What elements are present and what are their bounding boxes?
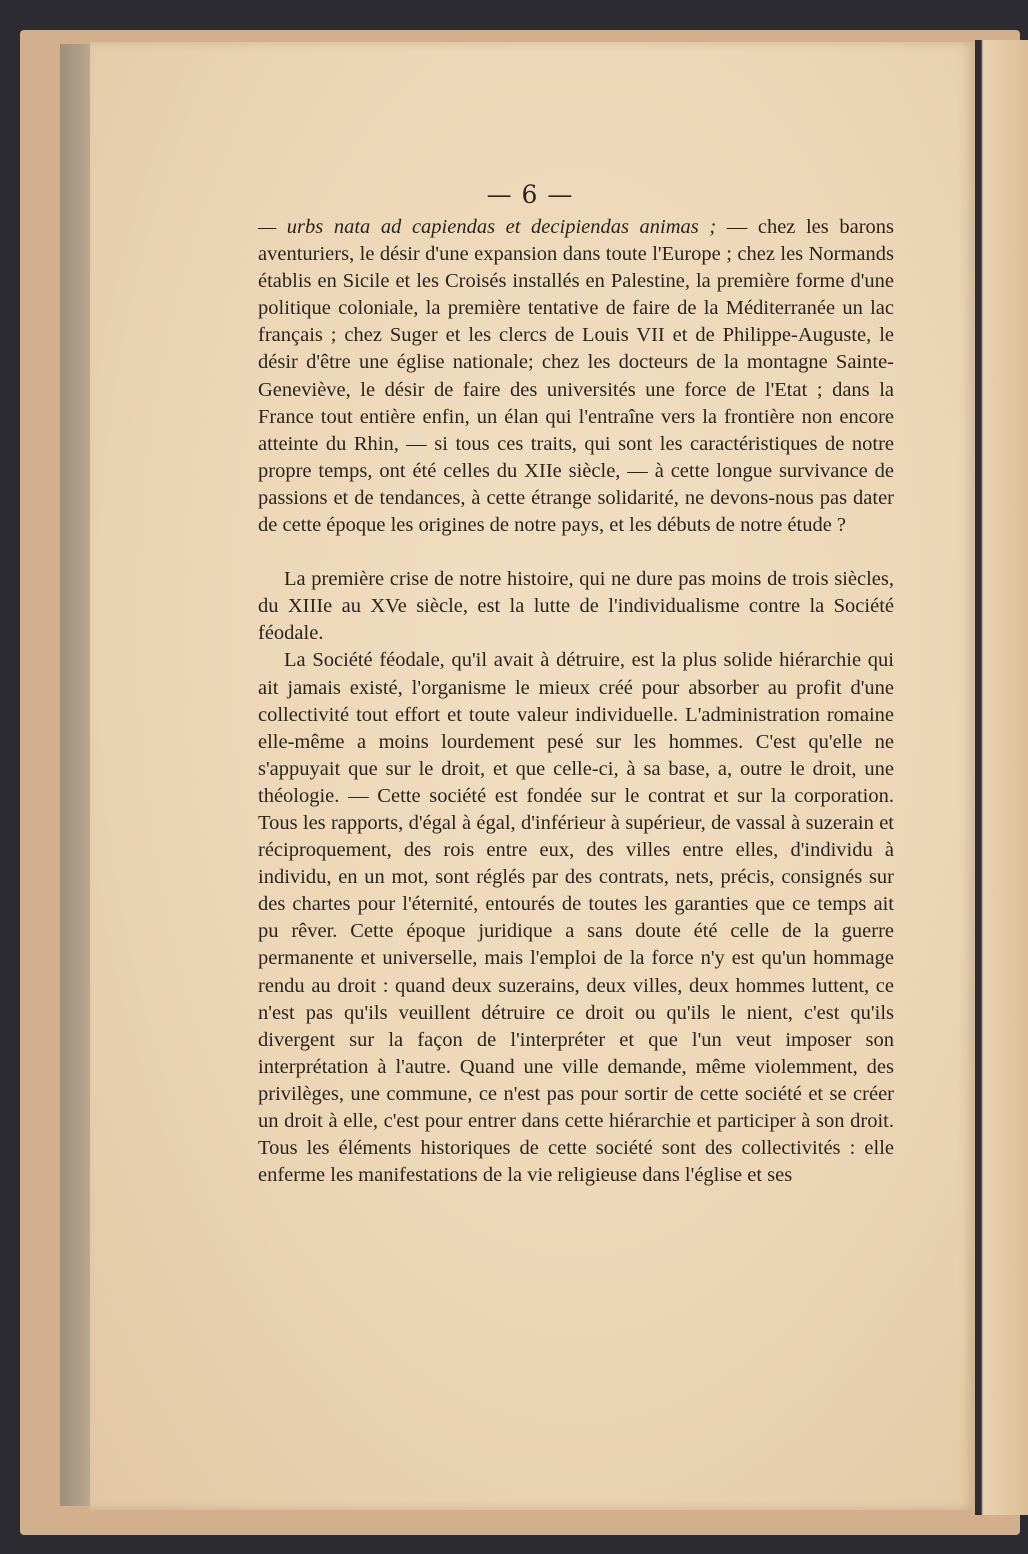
paragraph-2: La première crise de notre histoire, qui ne dure pas moins de trois siècles, du XIIIe au XVe siècle, est la lutte de l'individualisme contre la Société féodale.	[258, 568, 894, 645]
paragraph-3: La Société féodale, qu'il avait à détruire, est la plus solide hiérarchie qui ait jamais existé, l'organisme le mieux créé pour absorber au profit d'une collectivité tout effort et toute valeur individuelle. L'administration romaine elle-même a moins lourdement pesé sur les hommes. C'est qu'elle ne s'appuyait que sur le droit, et que celle-ci, à sa base, a, outre le droit, une théologie. — Cette société est fondée sur le contrat et sur la corporation. Tous les rapports, d'égal à égal, d'inférieur à supérieur, de vassal à suzerain et réciproquement, des rois entre eux, des villes entre elles, d'individu à individu, en un mot, sont réglés par des contrats, nets, précis, consignés sur des chartes pour l'éternité, entourés de toutes les garanties que ce temps ait pu rêver. Cette époque juridique a sans doute été celle de la guerre permanente et universelle, mais l'emploi de la force n'y est qu'un hommage rendu au droit : quand deux suzerains, deux villes, deux hommes luttent, ce n'est pas qu'ils veuillent détruire ce droit ou qu'ils le nient, c'est qu'ils divergent sur la façon de l'interpréter et que l'un veut imposer son interprétation à l'autre. Quand une ville demande, même violemment, des privilèges, une commune, ce n'est pas pour sortir de cette société et se créer un droit à elle, c'est pour entrer dans cette hiérarchie et participer à son droit. Tous les éléments historiques de cette société sont des collectivités : elle enferme les manifestations de la vie religieuse dans l'église et ses	[258, 649, 894, 1187]
paragraph-1-text: — chez les barons aventuriers, le désir d'une expansion dans toute l'Europe ; chez les Normands établis en Sicile et les Croisés installés en Palestine, la première forme d'une politique coloniale, la première tentative de faire de la Méditerranée un lac français ; chez Suger et les clercs de Louis VII et de Philippe-Auguste, le désir d'être une église nationale; chez les docteurs de la montagne Sainte-Geneviève, le désir de faire des universités une force de l'Etat ; dans la France tout entière enfin, un élan qui l'entraîne vers la frontière non encore atteinte du Rhin, — si tous ces traits, qui sont les caractéristiques de notre propre temps, ont été celles du XIIe siècle, — à cette longue survivance de passions et de tendances, à cette étrange solidarité, ne devons-nous pas dater de cette époque les origines de notre pays, et les débuts de notre étude ?	[258, 216, 894, 537]
body-text	[258, 214, 894, 1189]
paragraph-1	[258, 214, 894, 539]
next-page-edge	[975, 40, 1028, 1515]
page-number: — 6 —	[486, 180, 574, 209]
latin-quote: — urbs nata ad capiendas et decipiendas animas ;	[258, 216, 717, 238]
